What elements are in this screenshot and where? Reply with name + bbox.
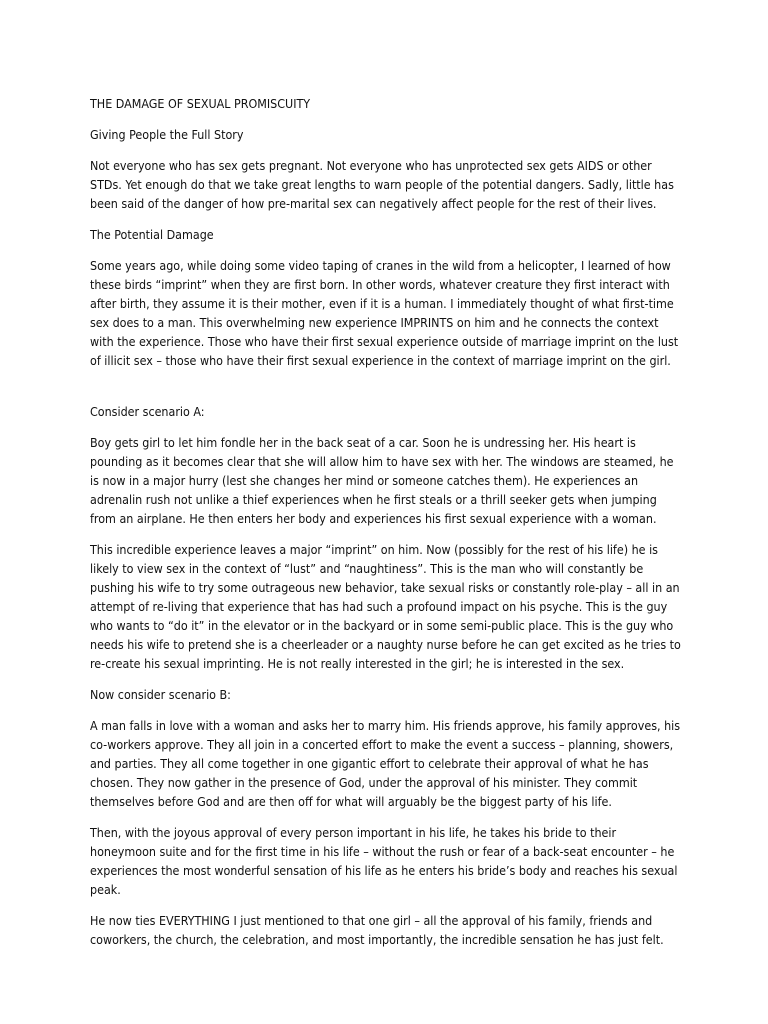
text-line: STDs. Yet enough do that we take great lengths to warn people of the potential dangers. Sadly, little has — [90, 177, 674, 192]
text-line: Boy gets girl to let him fondle her in the back seat of a car. Soon he is undressing her. His heart is — [90, 435, 636, 450]
document-body — [90, 94, 680, 961]
scenario-a-paragraph-2 — [90, 540, 680, 673]
text-line: adrenalin rush not unlike a thief experiences when he first steals or a thrill seeker gets when jumping — [90, 492, 657, 507]
text-line: re-create his sexual imprinting. He is not really interested in the girl; he is interested in the sex. — [90, 656, 625, 671]
text-line: chosen. They now gather in the presence of God, under the approval of his minister. They commit — [90, 775, 638, 790]
text-line: pushing his wife to try some outrageous new behavior, take sexual risks or constantly role-play – all in an — [90, 580, 680, 595]
text-line: peak. — [90, 882, 121, 897]
text-line: who wants to “do it” in the elevator or in the backyard or in some semi-public place. This is the guy who — [90, 618, 674, 633]
text-line: is now in a major hurry (lest she changes her mind or someone catches them). He experiences an — [90, 473, 639, 488]
text-line: Some years ago, while doing some video taping of cranes in the wild from a helicopter, I learned of how — [90, 258, 671, 273]
text-line: and parties. They all come together in one gigantic effort to celebrate their approval of what he has — [90, 756, 649, 771]
text-line: been said of the danger of how pre-marital sex can negatively affect people for the rest of their lives. — [90, 196, 657, 211]
text-line: from an airplane. He then enters her body and experiences his first sexual experience with a woman. — [90, 511, 657, 526]
text-line: attempt of re-living that experience that has had such a profound impact on his psyche. This is the guy — [90, 599, 668, 614]
text-line: after birth, they assume it is their mother, even if it is a human. I immediately thought of what first-time — [90, 296, 674, 311]
text-line: Then, with the joyous approval of every person important in his life, he takes his bride to their — [90, 825, 617, 840]
section-heading: The Potential Damage — [90, 227, 214, 242]
text-line: needs his wife to pretend she is a cheerleader or a naughty nurse before he can get excited as he tries to — [90, 637, 681, 652]
text-line: honeymoon suite and for the first time in his life – without the rush or fear of a back-seat encounter – he — [90, 844, 675, 859]
text-line: A man falls in love with a woman and asks her to marry him. His friends approve, his family approves, his — [90, 718, 681, 733]
text-line: sex does to a man. This overwhelming new experience IMPRINTS on him and he connects the context — [90, 315, 659, 330]
scenario-b-paragraph-3 — [90, 911, 680, 949]
text-line: of illicit sex – those who have their first sexual experience in the context of marriage imprint on the girl. — [90, 353, 671, 368]
document-subtitle: Giving People the Full Story — [90, 127, 244, 142]
text-line: pounding as it becomes clear that she will allow him to have sex with her. The windows are steamed, he — [90, 454, 674, 469]
text-line: likely to view sex in the context of “lust” and “naughtiness”. This is the man who will constantly be — [90, 561, 644, 576]
text-line: This incredible experience leaves a major “imprint” on him. Now (possibly for the rest of his life) he is — [90, 542, 658, 557]
text-line: with the experience. Those who have their first sexual experience outside of marriage imprint on the lust — [90, 334, 679, 349]
text-line: He now ties EVERYTHING I just mentioned to that one girl – all the approval of his family, friends and — [90, 913, 653, 928]
intro-paragraph — [90, 156, 680, 213]
potential-damage-paragraph — [90, 256, 680, 370]
scenario-b-paragraph-1 — [90, 716, 680, 811]
scenario-b-paragraph-2 — [90, 823, 680, 899]
text-line: co-workers approve. They all join in a concerted effort to make the event a success – planning, showers, — [90, 737, 674, 752]
scenario-a-paragraph-1 — [90, 433, 680, 528]
text-line: experiences the most wonderful sensation of his life as he enters his bride’s body and reaches his sexual — [90, 863, 678, 878]
scenario-b-heading: Now consider scenario B: — [90, 687, 231, 702]
text-line: these birds “imprint” when they are first born. In other words, whatever creature they first interact with — [90, 277, 670, 292]
document-title: THE DAMAGE OF SEXUAL PROMISCUITY — [90, 96, 311, 111]
text-line: coworkers, the church, the celebration, and most importantly, the incredible sensation he has just felt. — [90, 932, 664, 947]
text-line: Not everyone who has sex gets pregnant. Not everyone who has unprotected sex gets AIDS or other — [90, 158, 652, 173]
text-line: themselves before God and are then off for what will arguably be the biggest party of his life. — [90, 794, 612, 809]
paragraph-spacer — [90, 382, 680, 402]
scenario-a-heading: Consider scenario A: — [90, 404, 205, 419]
